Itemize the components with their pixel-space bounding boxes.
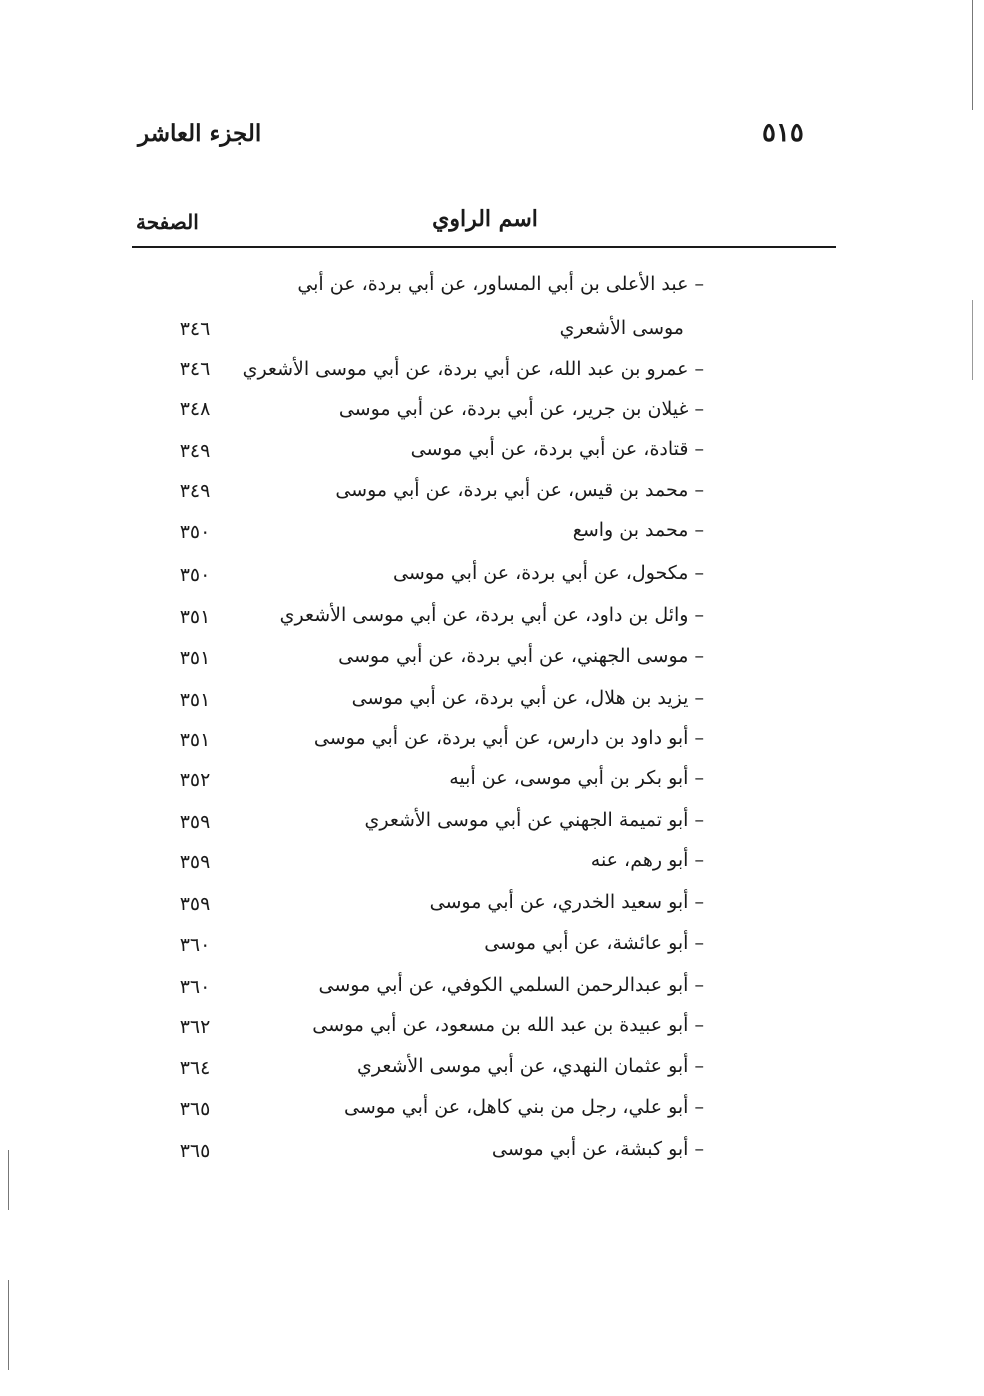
entry-text: – عبد الأعلى بن أبي المساور، عن أبي بردة، عن أبي <box>297 273 704 295</box>
entry-page-number: ٣٥١ <box>179 606 211 628</box>
column-header-narrator-name: اسم الراوي <box>432 206 538 232</box>
entry-text-continuation: موسى الأشعري <box>559 317 684 339</box>
entry-text: – وائل بن داود، عن أبي بردة، عن أبي موسى الأشعري <box>279 604 704 626</box>
entry-page-number: ٣٦٤ <box>179 1057 211 1079</box>
entry-page-number: ٣٥٠ <box>179 564 211 586</box>
entry-page-number: ٣٦٠ <box>179 976 211 998</box>
entry-text: – محمد بن واسع <box>572 519 704 541</box>
entry-text: – أبو داود بن دارس، عن أبي بردة، عن أبي موسى <box>313 727 704 749</box>
entry-text: – محمد بن قيس، عن أبي بردة، عن أبي موسى <box>335 479 704 501</box>
book-part-title: الجزء العاشر <box>138 120 262 147</box>
column-header-page: الصفحة <box>136 210 199 234</box>
entry-text: – قتادة، عن أبي بردة، عن أبي موسى <box>410 438 704 460</box>
scan-edge-mark <box>972 0 973 110</box>
entry-text: – أبو بكر بن أبي موسى، عن أبيه <box>449 767 704 789</box>
scan-edge-mark <box>972 300 973 380</box>
entry-page-number: ٣٥٩ <box>179 893 211 915</box>
scan-edge-mark <box>8 1150 9 1210</box>
entry-text: – موسى الجهني، عن أبي بردة، عن أبي موسى <box>338 645 704 667</box>
entry-page-number: ٣٥٢ <box>179 769 211 791</box>
entry-text: – أبو عبيدة بن عبد الله بن مسعود، عن أبي موسى <box>312 1014 704 1036</box>
entry-page-number: ٣٤٦ <box>179 318 211 340</box>
entry-text: – أبو كبشة، عن أبي موسى <box>491 1138 704 1160</box>
entry-page-number: ٣٥١ <box>179 647 211 669</box>
scan-edge-mark <box>8 1280 9 1370</box>
entry-text: – أبو عبدالرحمن السلمي الكوفي، عن أبي موسى <box>318 974 704 996</box>
entry-page-number: ٣٥١ <box>179 689 211 711</box>
entry-text: – أبو سعيد الخدري، عن أبي موسى <box>429 891 704 913</box>
entry-text: – أبو علي، رجل من بني كاهل، عن أبي موسى <box>344 1096 704 1118</box>
entry-text: – عمرو بن عبد الله، عن أبي بردة، عن أبي موسى الأشعري <box>242 358 704 380</box>
entry-page-number: ٣٦٠ <box>179 934 211 956</box>
entry-text: – مكحول، عن أبي بردة، عن أبي موسى <box>393 562 704 584</box>
entry-text: – غيلان بن جرير، عن أبي بردة، عن أبي موسى <box>338 398 704 420</box>
entry-page-number: ٣٤٦ <box>179 358 211 380</box>
entry-page-number: ٣٥١ <box>179 729 211 751</box>
entry-page-number: ٣٥٩ <box>179 811 211 833</box>
entry-page-number: ٣٦٥ <box>179 1140 211 1162</box>
entry-text: – يزيد بن هلال، عن أبي بردة، عن أبي موسى <box>351 687 704 709</box>
entry-text: – أبو عائشة، عن أبي موسى <box>484 932 704 954</box>
entry-page-number: ٣٥٠ <box>179 521 211 543</box>
entry-text: – أبو تميمة الجهني عن أبي موسى الأشعري <box>364 809 704 831</box>
entry-page-number: ٣٥٩ <box>179 851 211 873</box>
page-number: ٥١٥ <box>762 118 804 148</box>
entry-text: – أبو عثمان النهدي، عن أبي موسى الأشعري <box>356 1055 704 1077</box>
entry-text: – أبو رهم، عنه <box>590 849 704 871</box>
entry-page-number: ٣٤٩ <box>179 440 211 462</box>
entry-page-number: ٣٤٩ <box>179 480 211 502</box>
entry-page-number: ٣٦٢ <box>179 1016 211 1038</box>
entry-page-number: ٣٤٨ <box>179 398 211 420</box>
header-rule <box>132 246 836 248</box>
entry-page-number: ٣٦٥ <box>179 1098 211 1120</box>
